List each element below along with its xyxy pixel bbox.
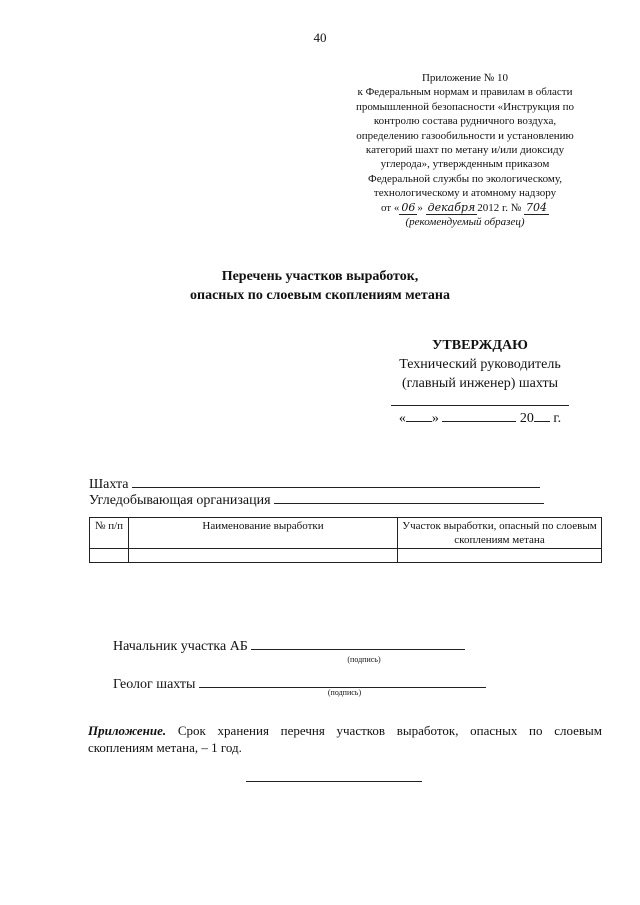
appendix-line: технологическому и атомному надзору [373,187,557,200]
mine-input-line [132,474,540,488]
note-text: Срок хранения перечня участков выработок, опасных по слоевым скоплениям метана, – 1 год. [88,723,603,755]
order-number: 704 [526,200,548,214]
approval-day-blank [406,409,432,422]
approval-year-prefix: 20 [519,411,534,426]
approval-signature-line [391,399,569,406]
title-line-1: Перечень участков выработок, [221,269,419,284]
storage-note [88,722,602,756]
table-row [90,549,602,563]
chief-signature-caption: (подпись) [347,655,381,664]
appendix-line: Приложение № 10 [421,72,509,84]
approval-block [360,336,600,428]
table-cell [398,549,602,563]
chief-signature-line [251,636,465,650]
note-label: Приложение. [88,723,167,738]
order-date-year: 2012 г. № [477,201,522,214]
approval-role-line-2: (главный инженер) шахты [401,376,559,391]
organization-input-line [274,490,544,504]
document-title [0,267,640,305]
table-cell [90,549,129,563]
approval-date-open: « [398,411,406,426]
table-header-row [90,518,602,549]
approval-date-close: » [431,411,439,426]
approval-month-blank [442,409,516,422]
chief-signature-row [113,636,465,655]
end-divider [246,781,422,782]
appendix-line: Федеральной службы по экологическому, [368,172,562,185]
appendix-line: к Федеральным нормам и правилам в области [357,86,573,99]
order-date-day: 06 [401,200,416,214]
organization-label: Угледобывающая организация [89,493,271,508]
column-header-hazard-section: Участок выработки, опасный по слоевым скоплениям метана [398,518,602,549]
approval-heading: УТВЕРЖДАЮ [432,338,528,353]
chief-label: Начальник участка АБ [113,639,248,654]
table-cell [129,549,398,563]
workings-table [89,517,602,563]
order-date-month: декабря [427,200,476,214]
order-date-prefix: от « [380,201,400,214]
appendix-line: категорий шахт по метану и/или диоксиду [365,144,565,157]
order-date-mid: » [417,201,423,214]
geologist-signature-caption: (подпись) [327,688,362,697]
organization-field [89,490,544,509]
appendix-line: контролю состава рудничного воздуха, [373,115,557,128]
approval-date-row [360,409,600,428]
appendix-line: определению газообильности и установлению [356,129,574,142]
approval-year-blank [534,409,550,422]
approval-role-line-1: Технический руководитель [399,357,561,372]
geologist-label: Геолог шахты [113,677,196,692]
column-header-number: № п/п [90,518,129,549]
appendix-line: углерода», утвержденным приказом [380,158,550,171]
mine-label: Шахта [89,477,129,492]
column-header-working-name: Наименование выработки [129,518,398,549]
title-line-2: опасных по слоевым скоплениям метана [190,288,450,303]
order-date-line [330,201,600,215]
appendix-note: (рекомендуемый образец) [405,216,525,229]
appendix-block [330,71,600,229]
approval-year-suffix: г. [553,411,562,426]
appendix-line: промышленной безопасности «Инструкция по [356,100,574,113]
geologist-signature-line [199,674,486,688]
page-number: 40 [313,30,327,45]
